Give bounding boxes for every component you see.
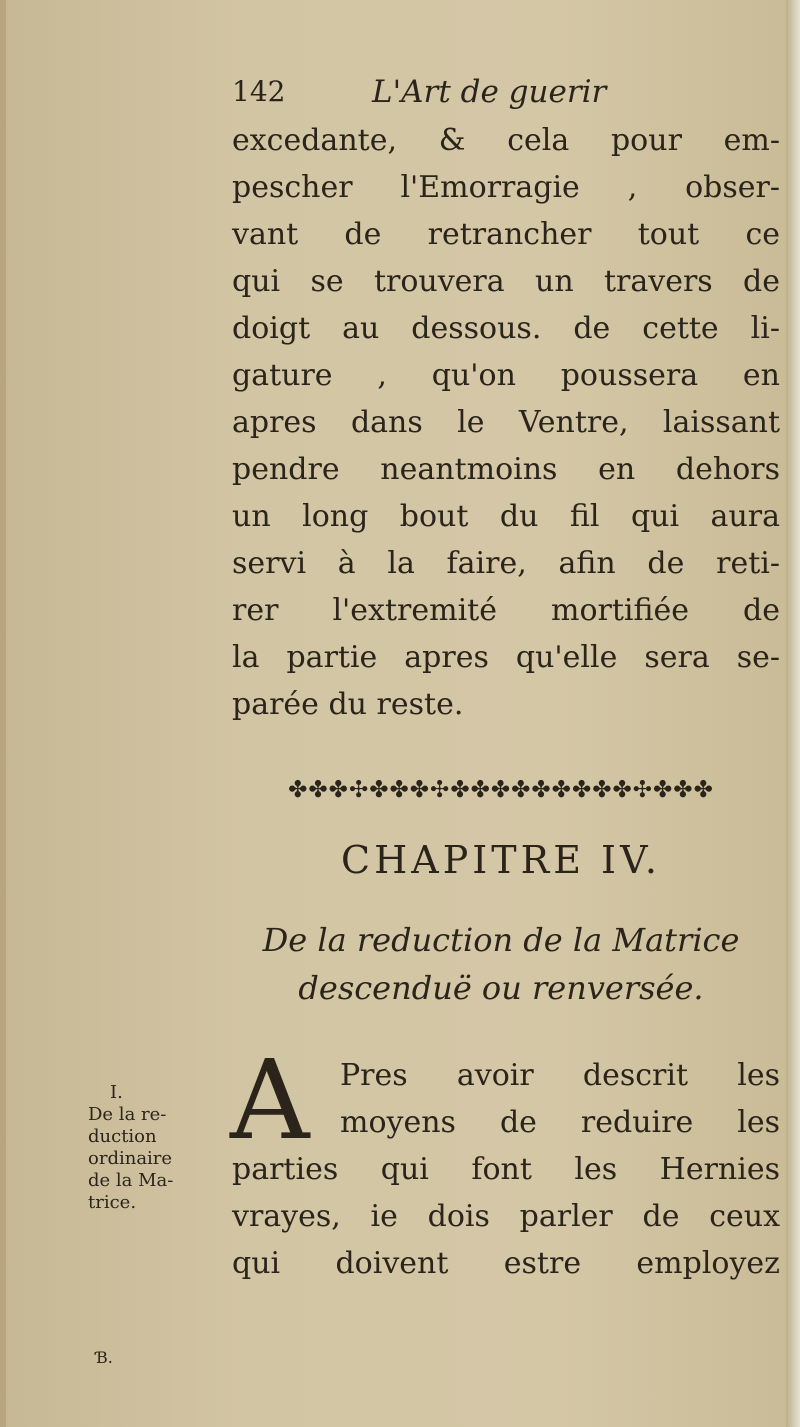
text-line: vant de retrancher tout ce (232, 217, 780, 252)
text-line: un long bout du fil qui aura (232, 499, 780, 534)
margin-note-line: duction (88, 1126, 157, 1147)
footer-mark: Ɓ. (96, 1348, 113, 1367)
margin-note-line: De la re- (88, 1104, 167, 1125)
margin-note (88, 1082, 208, 1214)
text-line: rer l'extremité mortifiée de (232, 593, 780, 628)
text-line: parée du reste. (232, 687, 464, 722)
margin-note-line: de la Ma- (88, 1170, 174, 1191)
text-line: qui doivent estre employez (232, 1246, 780, 1281)
chapter-subtitle (230, 916, 772, 1012)
paragraph-2 (230, 1036, 780, 1287)
text-line: servi à la faire, afin de reti- (232, 546, 780, 581)
margin-note-line: ordinaire (88, 1148, 173, 1169)
margin-note-number: I. (110, 1082, 123, 1103)
text-line: apres dans le Ventre, laissant (232, 405, 780, 440)
text-line: pescher l'Emorragie , obser- (232, 170, 780, 205)
text-line: Pres avoir descrit les (340, 1058, 780, 1093)
running-title: L'Art de guerir (372, 74, 607, 110)
subtitle-line-2: descenduë ou renversée. (298, 969, 704, 1007)
text-line: excedante, & cela pour em- (232, 123, 780, 158)
text-line: vrayes, ie dois parler de ceux (232, 1199, 780, 1234)
text-line: gature , qu'on poussera en (232, 358, 780, 393)
running-head (232, 74, 752, 114)
text-line: qui se trouvera un travers de (232, 264, 780, 299)
drop-cap: A (230, 1036, 310, 1164)
text-line: pendre neantmoins en dehors (232, 452, 780, 487)
page-edge-right (786, 0, 800, 1427)
text-line: doigt au dessous. de cette li- (232, 311, 780, 346)
page-edge-left (0, 0, 6, 1427)
margin-note-line: trice. (88, 1192, 137, 1213)
subtitle-line-1: De la reduction de la Matrice (262, 921, 740, 959)
page-number: 142 (232, 75, 286, 108)
text-line: la partie apres qu'elle sera se- (232, 640, 780, 675)
text-line: moyens de reduire les (340, 1105, 780, 1140)
text-line: parties qui font les Hernies (232, 1152, 780, 1187)
chapter-heading: CHAPITRE IV. (341, 838, 661, 882)
ornament-divider: ✤✤✤✣✤✤✤✣✤✤✤✤✤✤✤✤✤✣✤✤✤ (288, 777, 714, 803)
paragraph-1 (232, 117, 780, 728)
